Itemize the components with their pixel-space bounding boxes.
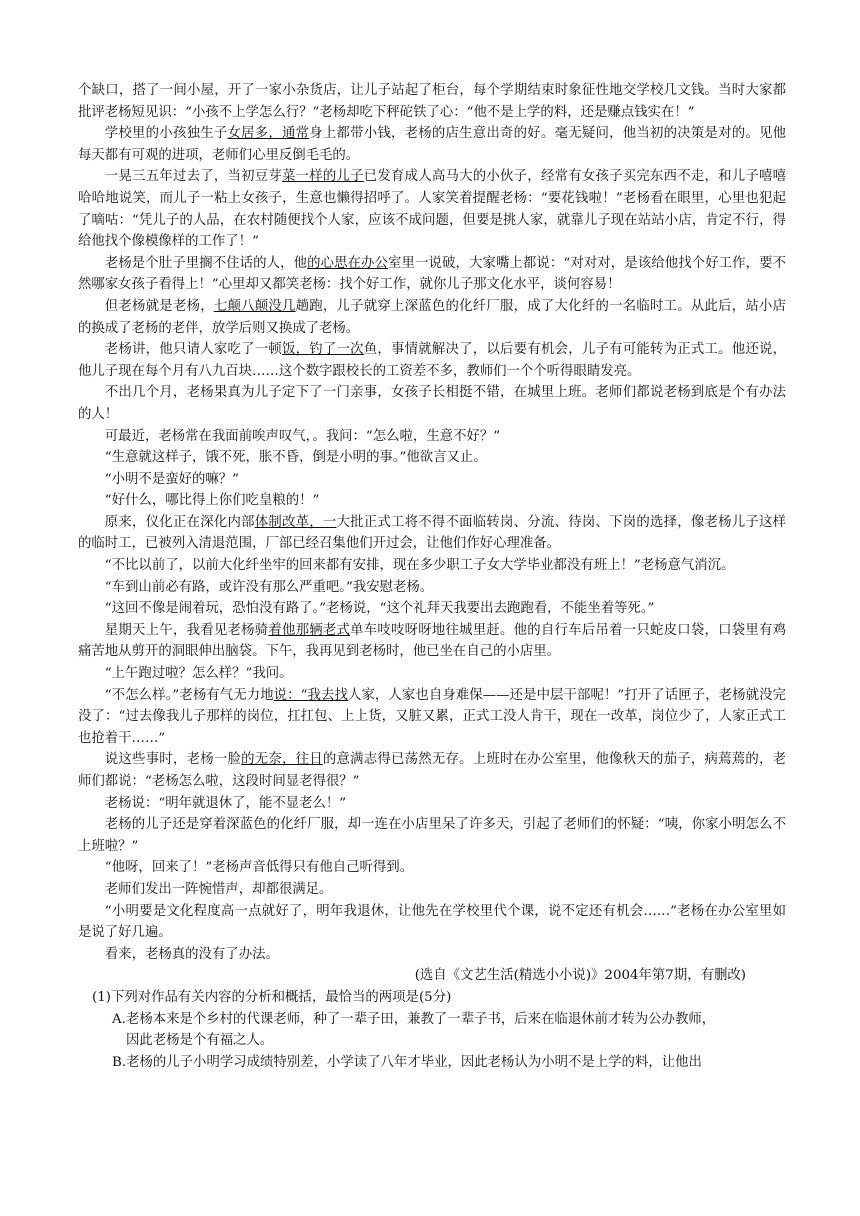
- story-paragraph: [78, 749, 786, 792]
- story-paragraph: [78, 166, 786, 252]
- option-a-line1: A.老杨本来是个乡村的代课老师，种了一辈子田，兼教了一辈子书，后来在临退休前才转为公办教师，: [112, 1011, 716, 1027]
- story-paragraph: [78, 123, 786, 166]
- story-paragraph: [78, 339, 786, 382]
- story-paragraph: [78, 857, 786, 879]
- text-run: 学校里的小孩独生子: [104, 126, 228, 142]
- text-run: 老杨是个肚子里搁不住话的人，他: [104, 255, 308, 271]
- underlined-phrase: 着他那辆老式: [268, 622, 351, 638]
- question-stem: (1)下列对作品有关内容的分析和概括，最恰当的两项是(5分): [92, 989, 452, 1005]
- text-run: 已发育成人高马大的小伙子，经常有女孩子买完东西不走，和儿子嘻嘻哈哈地说笑，而儿子一粘上女孩子，生意也懒得招呼了。人家笑着提醒老杨：“要花钱啦！”老杨看在眼里，心里也犯起了嘀咕：“凭儿子的人品，在农村随便找个人家，应该不成问题，但要是挑人家，就靠儿子现在站站小店，肯定不行，得给他找个像模像样的工作了！”: [78, 169, 787, 250]
- text-run: “他呀，回来了！”老杨声音低得只有他自己听得到。: [104, 860, 414, 876]
- text-run: “生意就这样子，饿不死，胀不昏，倒是小明的事。”他欲言又止。: [104, 450, 487, 466]
- story-paragraph: [78, 555, 786, 577]
- text-run: 原来，仪化正在深化内部: [104, 514, 255, 530]
- text-run: “不比以前了，以前大化纤坐牢的回来都有安排，现在多少职工子女大学毕业都没有班上！”老杨意气消沉。: [104, 558, 735, 574]
- text-run: 但老杨就是老杨，: [104, 298, 214, 314]
- text-run: 人家，人家也自身难保——还是中层干部呢！”打开了话匣子，老杨就没完没了：“过去像我儿子那样的岗位，扛扛包、上上货，又脏又累，正式工没人肯干，现在一改革，岗位少了，人家正式工也抢着干……”: [78, 687, 786, 746]
- text-run: 大批正式工将不得不面临转岗、分流、待岗、下岗的选择，像老杨儿子这样的临时工，已被列入清退范围，厂部已经召集他们开过会，让他们作好心理准备。: [78, 514, 787, 552]
- story-paragraph: [78, 685, 786, 750]
- question-option-b: [112, 1052, 786, 1074]
- text-run: 的意满志得已荡然无存。上班时在办公室里，他像秋天的茄子，病蔫蔫的，老师们都说：“老杨怎么啦，这段时间显老得很？”: [78, 752, 787, 789]
- source-citation: (选自《文艺生活(精选小小说)》2004年第7期，有删改): [414, 968, 746, 984]
- story-paragraph: [78, 620, 786, 663]
- text-run: 老师们发出一阵惋惜声，却都很满足。: [104, 881, 333, 897]
- text-run: 老杨讲，他只请人家吃了一顿: [104, 342, 282, 358]
- text-run: “好什么，哪比得上你们吃皇粮的！”: [104, 493, 320, 509]
- question-option-a: [112, 1009, 786, 1052]
- story-paragraph: [78, 879, 786, 901]
- story-paragraph: [78, 944, 786, 966]
- text-run: “小明不是蛮好的嘛？”: [104, 471, 240, 487]
- story-paragraph: [78, 447, 786, 469]
- text-run: 个缺口，搭了一间小屋，开了一家小杂货店，让儿子站起了柜台，每个学期结束时象征性地交学校几文钱。当时大家都批评老杨短见识：“小孩不上学怎么行？”老杨却吃下秤砣铁了心：“他不是上学的料，还是赚点钱实在！”: [78, 83, 786, 120]
- underlined-phrase: 体制改革，一: [254, 514, 337, 530]
- text-run: 不出几个月，老杨果真为儿子定下了一门亲事，女孩子长相挺不错，在城里上班。老师们都说老杨到底是个有办法的人！: [78, 385, 786, 422]
- document-page: [78, 80, 786, 1073]
- text-run: 可最近，老杨常在我面前唉声叹气，。我问：“怎么啦，生意不好？”: [104, 428, 501, 444]
- underlined-phrase: 女居多，通常: [227, 126, 310, 142]
- text-run: 趟跑，儿子就穿上深蓝色的化纤厂服，成了大化纤的一名临时工。从此后，站小店的换成了老杨的老伴，放学后则又换成了老杨。: [78, 298, 787, 336]
- story-paragraph: [78, 814, 786, 857]
- story-paragraph: [78, 253, 786, 296]
- story-paragraph: [78, 80, 786, 123]
- underlined-phrase: 的心思在办公: [307, 255, 389, 271]
- text-run: 身上都带小钱，老杨的店生意出奇的好。毫无疑问，他当初的决策是对的。见他每天都有可观的进项，老师们心里反倒毛毛的。: [78, 126, 787, 163]
- text-run: 室里一说破，大家嘴上都说：“对对对，是该给他找个好工作，要不然哪家女孩子看得上！”心里却又都笑老杨：找个好工作，就你儿子那文化水平，谈何容易！: [78, 255, 787, 293]
- story-paragraph: [78, 426, 786, 448]
- text-run: 老杨的儿子还是穿着深蓝色的化纤厂服，却一连在小店里呆了许多天，引起了老师们的怀疑：“咦，你家小明怎么不上班啦？”: [78, 817, 786, 854]
- option-a-line2: 因此老杨是个有福之人。: [126, 1033, 274, 1049]
- text-run: “这回不像是闹着玩，恐怕没有路了。”老杨说，“这个礼拜天我要出去跑跑看，不能坐着等死。”: [104, 601, 655, 617]
- underlined-phrase: 说：“我去找: [273, 687, 348, 703]
- story-paragraph: [78, 490, 786, 512]
- text-run: 说这些事时，老杨一脸: [104, 752, 242, 768]
- text-run: 老杨说：“明年就退休了，能不显老么！”: [104, 795, 347, 811]
- story-paragraph: [78, 512, 786, 555]
- story-paragraph: [78, 663, 786, 685]
- story-paragraph: [78, 382, 786, 425]
- option-b-line1: B.老杨的儿子小明学习成绩特别差，小学读了八年才毕业，因此老杨认为小明不是上学的料，让他出: [112, 1054, 702, 1070]
- text-run: “车到山前必有路，或许没有那么严重吧。”我安慰老杨。: [104, 579, 434, 595]
- story-paragraph: [78, 296, 786, 339]
- text-run: 星期天上午，我看见老杨骑: [104, 622, 269, 638]
- story-paragraph: [78, 469, 786, 491]
- story-paragraph: [78, 901, 786, 944]
- underlined-phrase: 菜一样的儿子: [281, 169, 364, 185]
- text-run: “上午跑过啦？怎么样？”我问。: [104, 666, 293, 682]
- text-run: “不怎么样。”老杨有气无力地: [104, 687, 274, 703]
- underlined-phrase: 的无奈，往日: [241, 752, 323, 768]
- underlined-phrase: 七颠八颠没几: [213, 298, 296, 314]
- text-run: 单车吱吱呀呀地往城里赶。他的自行车后吊着一只蛇皮口袋，口袋里有鸡痛苦地从剪开的洞眼伸出脑袋。下午，我再见到老杨时，他已坐在自己的小店里。: [78, 622, 787, 660]
- story-paragraph: [78, 577, 786, 599]
- story-body: [78, 80, 786, 965]
- story-paragraph: [78, 598, 786, 620]
- story-paragraph: [78, 793, 786, 815]
- text-run: 一晃三五年过去了，当初豆芽: [104, 169, 282, 185]
- text-run: “小明要是文化程度高一点就好了，明年我退休，让他先在学校里代个课，说不定还有机会……”老杨在办公室里如是说了好几遍。: [78, 903, 786, 941]
- underlined-phrase: 饭，钓了一次: [281, 342, 364, 358]
- text-run: 鱼，事情就解决了，以后要有机会，儿子有可能转为正式工。他还说，他儿子现在每个月有八九百块……这个数字跟校长的工资差不多，教师们一个个听得眼睛发亮。: [78, 342, 787, 379]
- text-run: 看来，老杨真的没有了办法。: [104, 946, 279, 962]
